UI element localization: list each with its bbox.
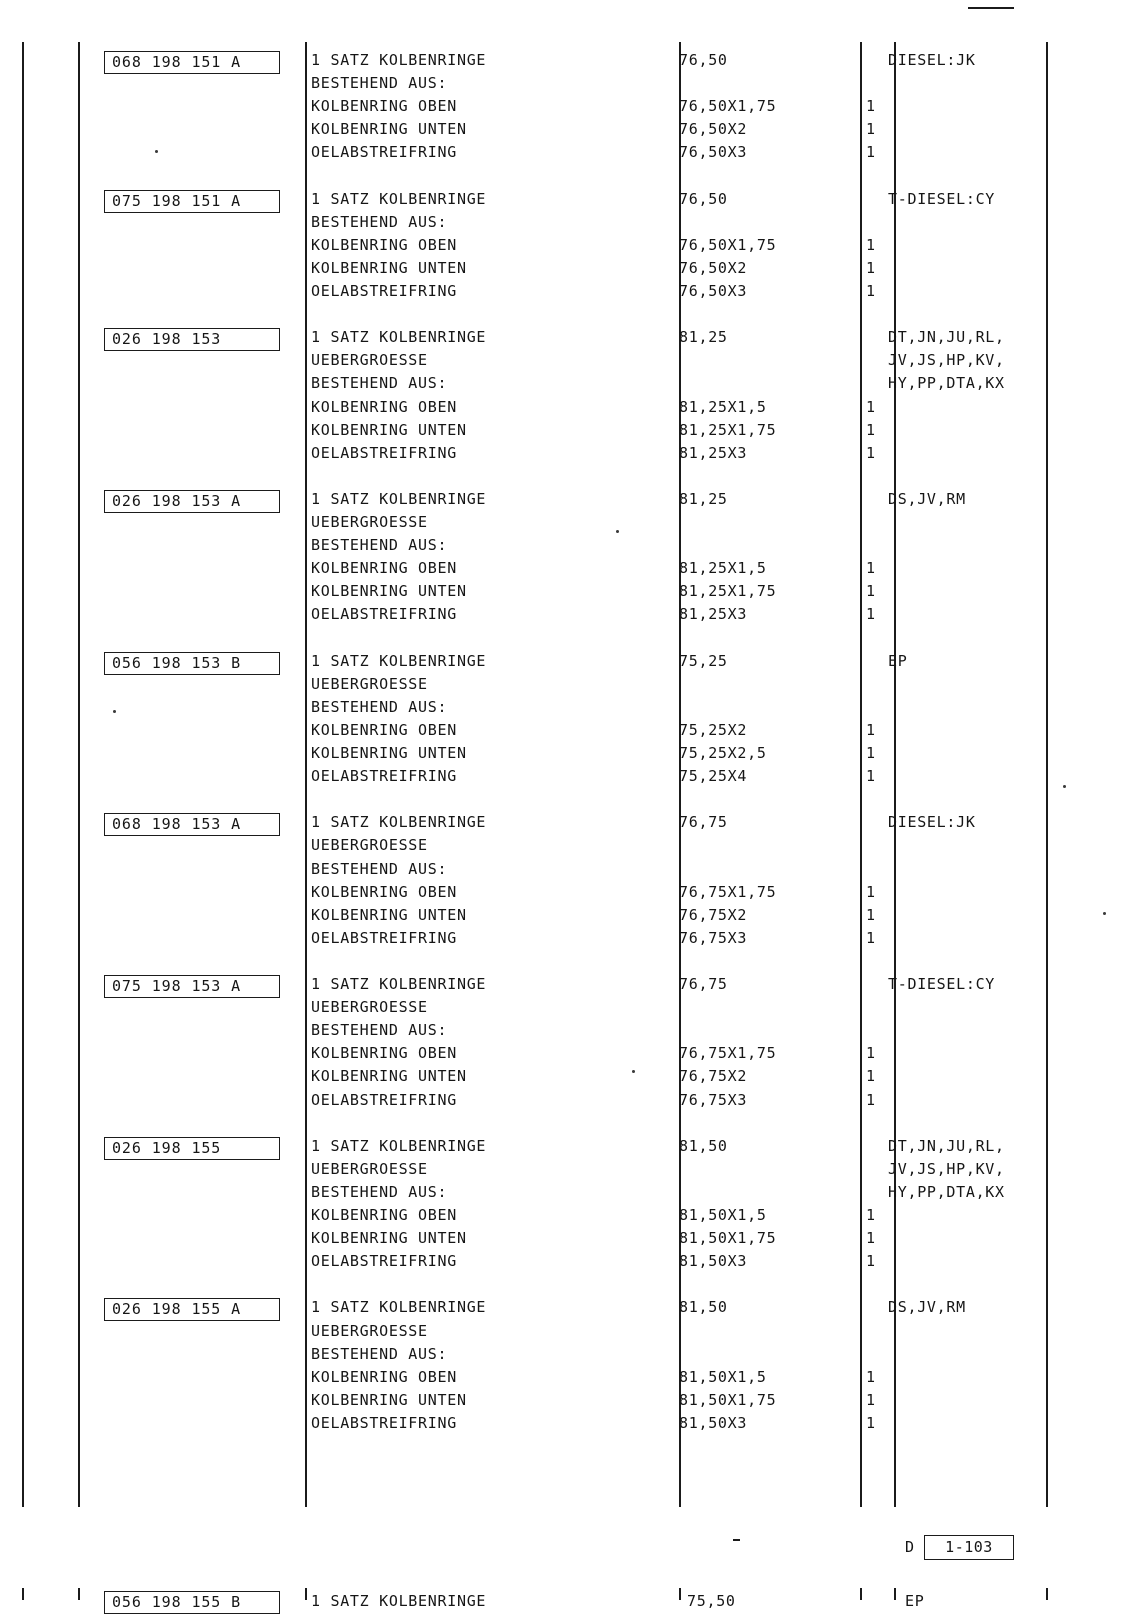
item-size: 75,25 [679, 651, 728, 670]
item-size: 76,50X3 [679, 282, 748, 300]
part-number: 068 198 151 A [104, 51, 280, 74]
part-number: 068 198 153 A [104, 813, 280, 836]
item-description: OELABSTREIFRING [311, 1090, 457, 1109]
item-description: KOLBENRING UNTEN [311, 582, 467, 601]
scan-speck [1063, 785, 1066, 788]
item-size: 75,25X2,5 [679, 744, 767, 762]
item-description: UEBERGROESSE [311, 998, 428, 1017]
vehicle-code: DS,JV,RM [888, 1298, 966, 1317]
scan-speck [616, 530, 619, 533]
fragment-rule-6 [894, 1588, 896, 1600]
item-description: KOLBENRING UNTEN [311, 1067, 467, 1086]
item-quantity: 1 [866, 1252, 876, 1271]
part-number: 075 198 151 A [104, 190, 280, 213]
item-description: UEBERGROESSE [311, 1159, 428, 1178]
item-description: KOLBENRING UNTEN [311, 120, 467, 139]
item-size: 75,25X4 [679, 767, 748, 786]
item-quantity: 1 [866, 397, 876, 416]
fragment-rule-4 [679, 1588, 681, 1600]
fragment-rule-7 [1046, 1588, 1048, 1600]
next-description: 1 SATZ KOLBENRINGE [311, 1592, 487, 1610]
item-size: 76,75X1,75 [679, 1044, 777, 1063]
item-quantity: 1 [866, 420, 876, 439]
item-description: KOLBENRING OBEN [311, 1044, 457, 1063]
footer-prefix: D [905, 1538, 915, 1556]
item-size: 81,25 [679, 328, 728, 347]
vehicle-code: T-DIESEL:CY [888, 975, 996, 993]
item-description: UEBERGROESSE [311, 351, 428, 370]
item-description: OELABSTREIFRING [311, 1252, 457, 1271]
item-description: KOLBENRING OBEN [311, 720, 457, 739]
item-description: 1 SATZ KOLBENRINGE [311, 813, 487, 832]
vehicle-code: T-DIESEL:CY [888, 189, 996, 208]
item-quantity: 1 [866, 1413, 876, 1432]
item-description: 1 SATZ KOLBENRINGE [311, 1298, 487, 1317]
item-description: BESTEHEND AUS: [311, 212, 448, 231]
item-description: BESTEHEND AUS: [311, 374, 448, 393]
next-part-number: 056 198 155 B [104, 1591, 280, 1614]
item-description: OELABSTREIFRING [311, 767, 457, 786]
item-size: 76,75X1,75 [679, 882, 777, 901]
item-description: OELABSTREIFRING [311, 143, 457, 162]
item-description: UEBERGROESSE [311, 1321, 428, 1340]
item-quantity: 1 [866, 1206, 876, 1224]
part-number: 026 198 153 A [104, 490, 280, 513]
page-reference: 1-103 [924, 1535, 1014, 1560]
item-quantity: 1 [866, 97, 876, 116]
item-size: 81,25 [679, 489, 728, 508]
item-size: 81,50 [679, 1298, 728, 1317]
fragment-rule-2 [78, 1588, 80, 1600]
item-quantity: 1 [866, 258, 876, 277]
vehicle-code: DIESEL:JK [888, 51, 976, 69]
item-size: 81,25X1,75 [679, 420, 777, 439]
item-quantity: 1 [866, 582, 876, 601]
item-size: 76,50X2 [679, 120, 748, 139]
item-quantity: 1 [866, 767, 876, 786]
item-quantity: 1 [866, 905, 876, 924]
item-quantity: 1 [866, 1044, 876, 1063]
item-size: 76,50X2 [679, 258, 748, 277]
item-quantity: 1 [866, 1067, 876, 1086]
item-description: KOLBENRING OBEN [311, 882, 457, 901]
column-rule-vehicle [894, 42, 896, 1507]
vehicle-code: HY,PP,DTA,KX [888, 374, 1005, 393]
item-size: 81,50X1,75 [679, 1229, 777, 1248]
item-description: KOLBENRING UNTEN [311, 258, 467, 277]
item-size: 76,50X1,75 [679, 235, 777, 254]
item-description: KOLBENRING UNTEN [311, 1390, 467, 1409]
part-number: 026 198 155 A [104, 1298, 280, 1321]
item-description: OELABSTREIFRING [311, 1413, 457, 1432]
vehicle-code: JV,JS,HP,KV, [888, 1159, 1005, 1178]
item-quantity: 1 [866, 120, 876, 139]
item-size: 76,50X3 [679, 143, 748, 162]
item-description: UEBERGROESSE [311, 513, 428, 531]
scan-speck [1103, 912, 1106, 915]
item-description: BESTEHEND AUS: [311, 859, 448, 878]
fragment-rule-3 [305, 1588, 307, 1600]
item-description: 1 SATZ KOLBENRINGE [311, 489, 487, 508]
item-size: 81,50X1,5 [679, 1367, 767, 1386]
next-vehicle-code: EP [905, 1592, 925, 1610]
scan-speck [113, 710, 116, 713]
item-description: KOLBENRING OBEN [311, 1367, 457, 1386]
column-rule-left-margin [22, 42, 24, 1507]
item-description: 1 SATZ KOLBENRINGE [311, 189, 487, 208]
item-size: 76,75X3 [679, 928, 748, 947]
item-description: KOLBENRING UNTEN [311, 420, 467, 439]
item-description: 1 SATZ KOLBENRINGE [311, 1136, 487, 1155]
item-size: 81,25X1,5 [679, 397, 767, 416]
item-description: KOLBENRING UNTEN [311, 744, 467, 762]
item-quantity: 1 [866, 744, 876, 762]
vehicle-code: DT,JN,JU,RL, [888, 1136, 1005, 1155]
item-size: 81,25X1,5 [679, 559, 767, 578]
part-number: 026 198 153 [104, 328, 280, 351]
item-quantity: 1 [866, 559, 876, 578]
item-description: OELABSTREIFRING [311, 928, 457, 947]
item-description: 1 SATZ KOLBENRINGE [311, 651, 487, 670]
item-description: OELABSTREIFRING [311, 282, 457, 300]
item-size: 81,25X3 [679, 443, 748, 462]
item-description: KOLBENRING UNTEN [311, 1229, 467, 1248]
column-rule-quantity [860, 42, 862, 1507]
item-size: 75,25X2 [679, 720, 748, 739]
item-size: 81,25X1,75 [679, 582, 777, 601]
item-description: BESTEHEND AUS: [311, 74, 448, 93]
item-size: 76,75X3 [679, 1090, 748, 1109]
item-size: 76,75 [679, 975, 728, 993]
item-quantity: 1 [866, 720, 876, 739]
item-quantity: 1 [866, 1367, 876, 1386]
item-description: 1 SATZ KOLBENRINGE [311, 328, 487, 347]
item-size: 81,50X1,75 [679, 1390, 777, 1409]
column-rule-description [305, 42, 307, 1507]
item-size: 81,50X1,5 [679, 1206, 767, 1224]
part-number: 026 198 155 [104, 1137, 280, 1160]
item-quantity: 1 [866, 928, 876, 947]
vehicle-code: DIESEL:JK [888, 813, 976, 832]
part-number: 075 198 153 A [104, 975, 280, 998]
item-quantity: 1 [866, 282, 876, 300]
item-description: BESTEHEND AUS: [311, 697, 448, 716]
item-size: 81,50 [679, 1136, 728, 1155]
item-description: 1 SATZ KOLBENRINGE [311, 51, 487, 69]
item-description: KOLBENRING UNTEN [311, 905, 467, 924]
item-quantity: 1 [866, 443, 876, 462]
vehicle-code: DS,JV,RM [888, 489, 966, 508]
item-size: 81,25X3 [679, 605, 748, 624]
item-size: 81,50X3 [679, 1252, 748, 1271]
top-corner-rule [968, 7, 1014, 9]
item-quantity: 1 [866, 1390, 876, 1409]
item-size: 76,50 [679, 189, 728, 208]
item-size: 76,75X2 [679, 1067, 748, 1086]
vehicle-code: JV,JS,HP,KV, [888, 351, 1005, 370]
fragment-rule-5 [860, 1588, 862, 1600]
item-quantity: 1 [866, 235, 876, 254]
item-size: 76,75X2 [679, 905, 748, 924]
item-size: 76,50 [679, 51, 728, 69]
item-description: KOLBENRING OBEN [311, 1206, 457, 1224]
item-description: OELABSTREIFRING [311, 443, 457, 462]
item-size: 76,50X1,75 [679, 97, 777, 116]
item-description: UEBERGROESSE [311, 836, 428, 855]
column-rule-right [1046, 42, 1048, 1507]
column-rule-part-number [78, 42, 80, 1507]
item-description: BESTEHEND AUS: [311, 1182, 448, 1201]
item-description: BESTEHEND AUS: [311, 1021, 448, 1040]
item-size: 81,50X3 [679, 1413, 748, 1432]
item-description: UEBERGROESSE [311, 674, 428, 693]
part-number: 056 198 153 B [104, 652, 280, 675]
item-quantity: 1 [866, 1090, 876, 1109]
vehicle-code: EP [888, 651, 908, 670]
item-quantity: 1 [866, 1229, 876, 1248]
item-description: 1 SATZ KOLBENRINGE [311, 975, 487, 993]
item-description: BESTEHEND AUS: [311, 536, 448, 555]
scan-speck [155, 150, 158, 153]
item-quantity: 1 [866, 605, 876, 624]
item-size: 76,75 [679, 813, 728, 832]
footer-dash-mark [733, 1539, 740, 1541]
vehicle-code: DT,JN,JU,RL, [888, 328, 1005, 347]
vehicle-code: HY,PP,DTA,KX [888, 1182, 1005, 1201]
item-description: KOLBENRING OBEN [311, 97, 457, 116]
next-size: 75,50 [687, 1592, 736, 1610]
scan-speck [632, 1070, 635, 1073]
item-description: BESTEHEND AUS: [311, 1344, 448, 1363]
item-description: KOLBENRING OBEN [311, 559, 457, 578]
item-description: KOLBENRING OBEN [311, 235, 457, 254]
item-description: OELABSTREIFRING [311, 605, 457, 624]
item-quantity: 1 [866, 143, 876, 162]
fragment-rule-1 [22, 1588, 24, 1600]
item-description: KOLBENRING OBEN [311, 397, 457, 416]
item-quantity: 1 [866, 882, 876, 901]
